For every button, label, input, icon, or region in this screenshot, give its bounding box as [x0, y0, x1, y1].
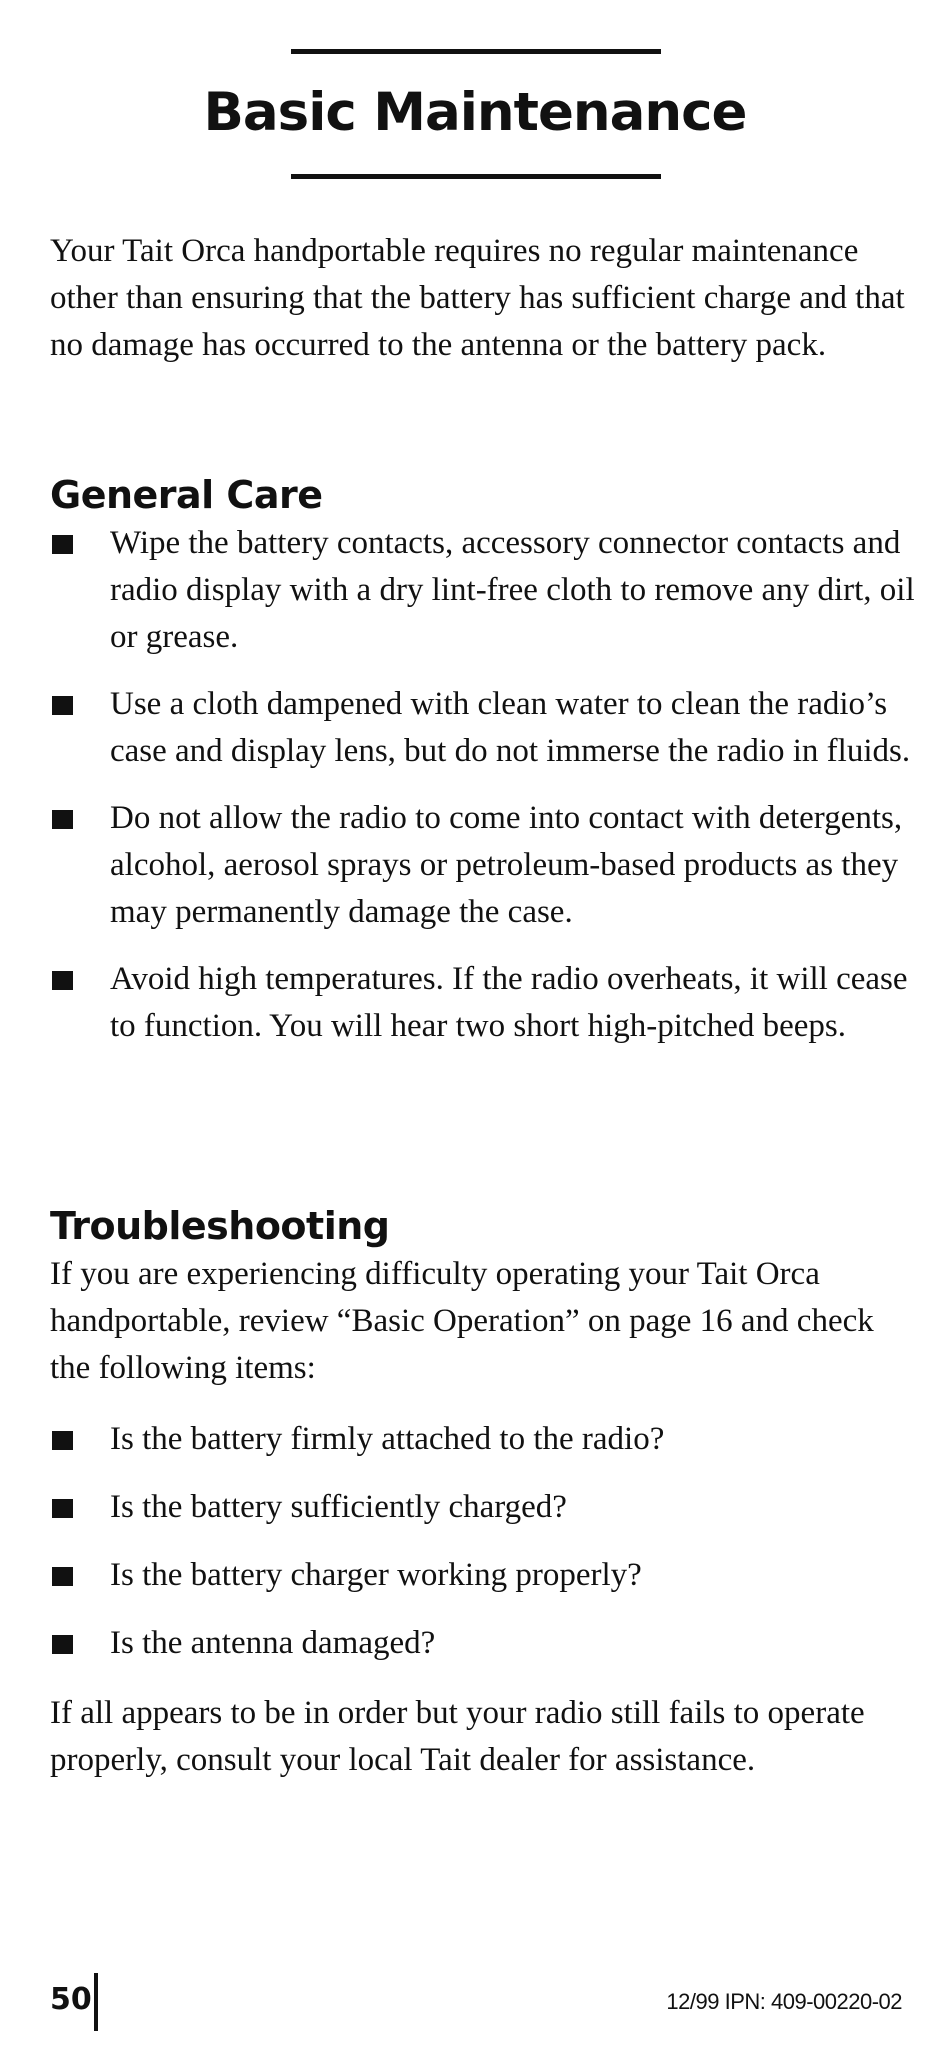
bullet-square-icon: [52, 1431, 73, 1450]
troubleshooting-list: [50, 1416, 920, 1667]
list-item: Wipe the battery contacts, accessory connector contacts and radio display with a dry lint-free cloth to remove any dirt, oil or grease.: [50, 520, 920, 661]
bullet-square-icon: [52, 1499, 73, 1518]
intro-paragraph: Your Tait Orca handportable requires no regular maintenance other than ensuring that the battery has sufficient charge and that no damage has occurred to the antenna or the battery pack.: [50, 233, 905, 363]
list-item: Is the battery sufficiently charged?: [50, 1484, 920, 1531]
troubleshooting-heading: Troubleshooting: [50, 1204, 390, 1248]
list-item: Is the antenna damaged?: [50, 1620, 920, 1667]
document-code: 12/99 IPN: 409-00220-02: [666, 1989, 902, 2014]
bullet-square-icon: [52, 535, 73, 554]
bullet-square-icon: [52, 1567, 73, 1586]
list-item: Do not allow the radio to come into contact with detergents, alcohol, aerosol sprays or petroleum-based products as they may permanently damage the case.: [50, 795, 920, 936]
page-number: 50: [50, 1982, 92, 2017]
list-item: Avoid high temperatures. If the radio overheats, it will cease to function. You will hear two short high-pitched beeps.: [50, 956, 920, 1050]
title-rule-bottom: [291, 174, 661, 179]
bullet-square-icon: [52, 971, 73, 990]
list-item: Use a cloth dampened with clean water to clean the radio’s case and display lens, but do not immerse the radio in fluids.: [50, 681, 920, 775]
general-care-list: [50, 520, 920, 1050]
page-title: Basic Maintenance: [203, 82, 747, 143]
list-item: Is the battery charger working properly?: [50, 1552, 920, 1599]
general-care-heading: General Care: [50, 473, 323, 517]
bullet-square-icon: [52, 696, 73, 715]
list-item: Is the battery firmly attached to the radio?: [50, 1416, 920, 1463]
bullet-square-icon: [52, 810, 73, 829]
page-number-divider: [94, 1973, 98, 2031]
troubleshooting-intro: If you are experiencing difficulty operating your Tait Orca handportable, review “Basic Operation” on page 16 and check the following items:: [50, 1256, 874, 1386]
troubleshooting-closing: If all appears to be in order but your radio still fails to operate properly, consult your local Tait dealer for assistance.: [50, 1695, 865, 1778]
bullet-square-icon: [52, 1635, 73, 1654]
title-rule-top: [291, 49, 661, 54]
